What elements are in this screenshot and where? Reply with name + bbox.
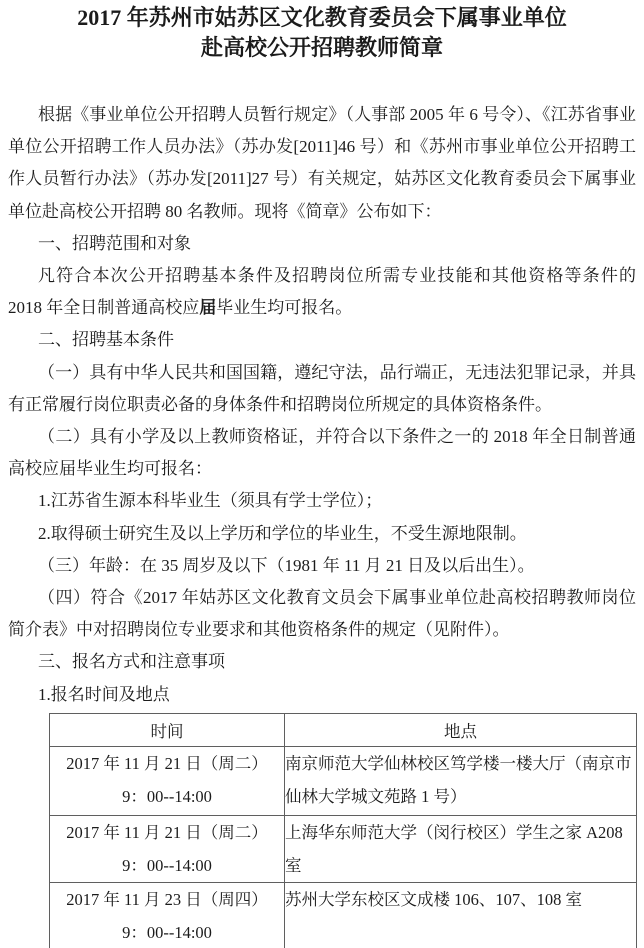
paragraph-condition-2-item-1: 1.江苏省生源本科毕业生（须具有学士学位）；: [38, 491, 383, 511]
paragraph-scope: [8, 260, 636, 324]
document-title-line-1: 2017 年苏州市姑苏区文化教育委员会下属事业单位: [77, 5, 567, 30]
table-row-shanghai: [50, 815, 637, 882]
cell-date-text: 2017 年 11 月 21 日（周二）: [66, 753, 268, 773]
table-row-suzhou: [50, 882, 637, 948]
cell-hours-text: 9：00--14:00: [122, 922, 212, 942]
cell-date-text: 2017 年 11 月 23 日（周四）: [66, 889, 268, 909]
cell-hours-text: 9：00--14:00: [122, 855, 212, 875]
table-row-nanjing: [50, 746, 637, 815]
paragraph-condition-2: （二）具有小学及以上教师资格证，并符合以下条件之一的 2018 年全日制普通高校应届毕业生均可报名：: [8, 427, 636, 479]
cell-location: 苏州大学东校区文成楼 106、107、108 室: [285, 882, 637, 948]
table-header-row: [50, 713, 637, 746]
table-header-time: 时间: [50, 713, 285, 746]
section-heading-1: 一、招聘范围和对象: [38, 233, 191, 253]
cell-hours-text: 9：00--14:00: [122, 786, 212, 806]
paragraph-scope-pre: 凡符合本次公开招聘基本条件及招聘岗位所需专业技能和其他资格等条件的 2018 年全日制普通高校应: [8, 266, 636, 318]
paragraph-condition-2-item-2: 2.取得硕士研究生及以上学历和学位的毕业生，不受生源地限制。: [38, 523, 527, 543]
cell-date-text: 2017 年 11 月 21 日（周二）: [66, 822, 268, 842]
registration-schedule-table: [49, 713, 637, 948]
cell-location: 上海华东师范大学（闵行校区）学生之家 A208 室: [285, 815, 637, 882]
paragraph-scope-post: 毕业生均可报名。: [216, 298, 353, 318]
table-header-location: 地点: [285, 713, 637, 746]
paragraph-condition-1: （一）具有中华人民共和国国籍，遵纪守法，品行端正，无违法犯罪记录，并具有正常履行岗位职责必备的身体条件和招聘岗位所规定的具体资格条件。: [8, 362, 636, 414]
document-body: [8, 99, 636, 711]
cell-time: [50, 746, 285, 815]
paragraph-registration-item-1: 1.报名时间及地点: [38, 684, 170, 704]
paragraph-scope-bold-char: 届: [199, 298, 217, 318]
section-heading-2: 二、招聘基本条件: [38, 330, 174, 350]
paragraph-intro: 根据《事业单位公开招聘人员暂行规定》（人事部 2005 年 6 号令）、《江苏省事业单位公开招聘工作人员办法》（苏办发[2011]46 号）和《苏州市事业单位公开招聘工作人员暂行办法》（苏办发[2011]27 号）有关规定，姑苏区文化教育委员会下属事业单位赴高校公开招聘 80 名教师。现将《简章》公布如下：: [8, 105, 636, 221]
cell-time: [50, 815, 285, 882]
section-heading-3: 三、报名方式和注意事项: [38, 652, 225, 672]
document-title: [8, 3, 636, 63]
cell-time: [50, 882, 285, 948]
document-title-line-2: 赴高校公开招聘教师简章: [200, 35, 443, 60]
paragraph-condition-4: （四）符合《2017 年姑苏区文化教育文员会下属事业单位赴高校招聘教师岗位简介表》中对招聘岗位专业要求和其他资格条件的规定（见附件）。: [8, 588, 636, 640]
cell-location: 南京师范大学仙林校区笃学楼一楼大厅（南京市仙林大学城文苑路 1 号）: [285, 746, 637, 815]
paragraph-condition-3: （三）年龄：在 35 周岁及以下（1981 年 11 月 21 日及以后出生）。: [38, 555, 535, 575]
